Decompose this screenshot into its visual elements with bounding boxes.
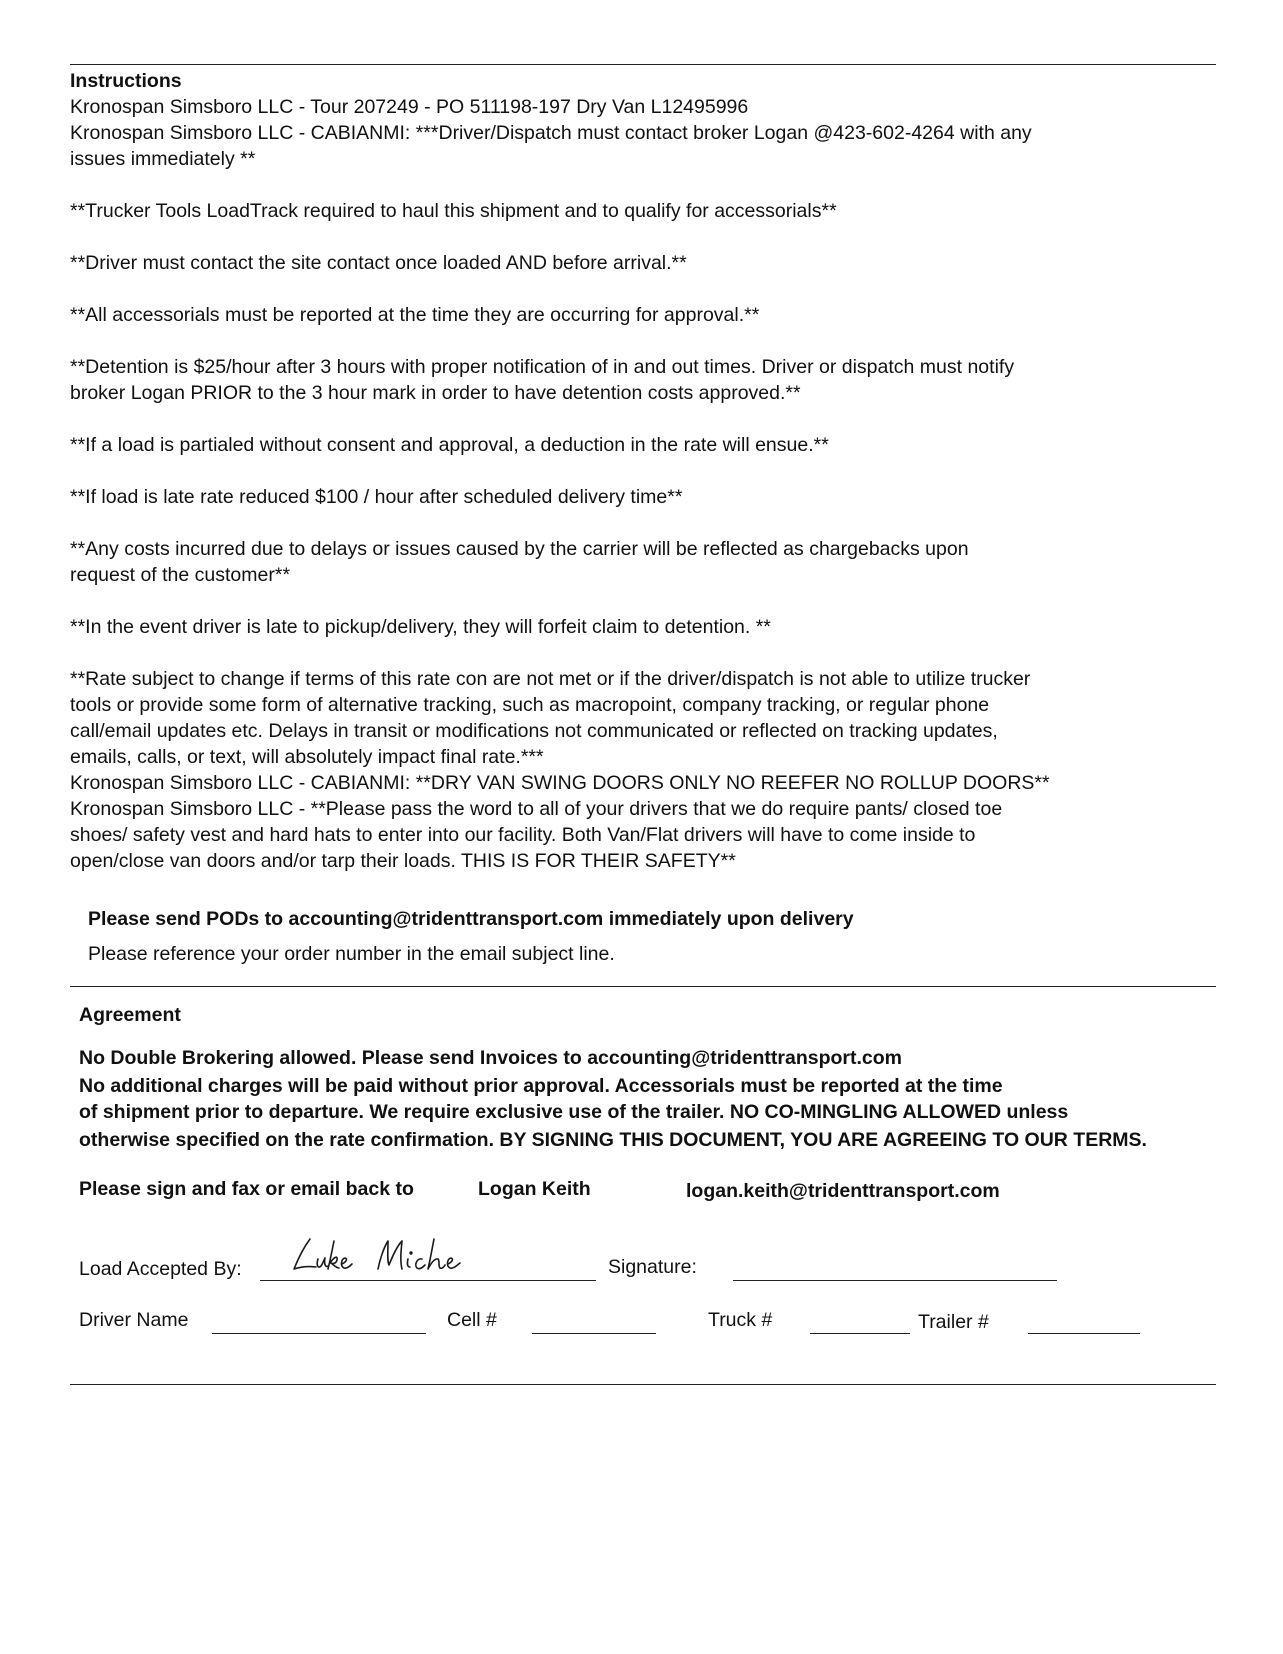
instruction-line: **Trucker Tools LoadTrack required to haul this shipment and to qualify for accessorials** bbox=[70, 200, 837, 222]
instruction-line: issues immediately ** bbox=[70, 148, 256, 170]
agreement-line: No Double Brokering allowed. Please send Invoices to accounting@tridenttransport.com bbox=[79, 1047, 902, 1069]
signature-label: Signature: bbox=[608, 1256, 697, 1278]
load-accepted-label: Load Accepted By: bbox=[79, 1258, 242, 1280]
signature-field[interactable] bbox=[733, 1280, 1057, 1281]
instruction-line: Kronospan Simsboro LLC - **Please pass the word to all of your drivers that we do require pants/ closed toe bbox=[70, 798, 1003, 820]
sign-instruction: Please sign and fax or email back to bbox=[79, 1178, 414, 1200]
instructions-heading: Instructions bbox=[70, 70, 182, 92]
agreement-line: No additional charges will be paid without prior approval. Accessorials must be reported at the time bbox=[79, 1075, 1003, 1097]
agreement-line: of shipment prior to departure. We require exclusive use of the trailer. NO CO-MINGLING ALLOWED unless bbox=[79, 1101, 1069, 1123]
bottom-rule bbox=[70, 1384, 1216, 1385]
contact-name: Logan Keith bbox=[478, 1178, 591, 1200]
instruction-line: tools or provide some form of alternative tracking, such as macropoint, company tracking, or regular phone bbox=[70, 694, 990, 716]
instruction-line: Kronospan Simsboro LLC - Tour 207249 - PO 511198-197 Dry Van L12495996 bbox=[70, 96, 749, 118]
driver-name-field[interactable] bbox=[212, 1333, 426, 1334]
instruction-line: **If a load is partialed without consent and approval, a deduction in the rate will ensue.** bbox=[70, 434, 829, 456]
instruction-line: **In the event driver is late to pickup/delivery, they will forfeit claim to detention. ** bbox=[70, 616, 771, 638]
cell-field[interactable] bbox=[532, 1333, 656, 1334]
driver-name-label: Driver Name bbox=[79, 1309, 189, 1331]
agreement-line: otherwise specified on the rate confirmation. BY SIGNING THIS DOCUMENT, YOU ARE AGREEING TO OUR TERMS. bbox=[79, 1129, 1147, 1151]
instruction-line: **If load is late rate reduced $100 / hour after scheduled delivery time** bbox=[70, 486, 683, 508]
instruction-line: emails, calls, or text, will absolutely impact final rate.*** bbox=[70, 746, 544, 768]
trailer-field[interactable] bbox=[1028, 1333, 1140, 1334]
section-rule bbox=[70, 986, 1216, 987]
instruction-line: **Any costs incurred due to delays or issues caused by the carrier will be reflected as chargebacks upon bbox=[70, 538, 969, 560]
instruction-line: call/email updates etc. Delays in transit or modifications not communicated or reflected on tracking updates, bbox=[70, 720, 998, 742]
instruction-line: **Rate subject to change if terms of this rate con are not met or if the driver/dispatch is not able to utilize trucker bbox=[70, 668, 1031, 690]
instruction-line: **Detention is $25/hour after 3 hours with proper notification of in and out times. Driver or dispatch must notify bbox=[70, 356, 1015, 378]
cell-label: Cell # bbox=[447, 1309, 497, 1331]
top-rule bbox=[70, 64, 1216, 65]
agreement-heading: Agreement bbox=[79, 1004, 181, 1026]
reference-notice: Please reference your order number in the email subject line. bbox=[88, 943, 615, 965]
instruction-line: open/close van doors and/or tarp their loads. THIS IS FOR THEIR SAFETY** bbox=[70, 850, 736, 872]
truck-label: Truck # bbox=[708, 1309, 773, 1331]
truck-field[interactable] bbox=[810, 1333, 910, 1334]
load-accepted-signature bbox=[290, 1233, 490, 1277]
instruction-line: broker Logan PRIOR to the 3 hour mark in order to have detention costs approved.** bbox=[70, 382, 801, 404]
instruction-line: **All accessorials must be reported at the time they are occurring for approval.** bbox=[70, 304, 760, 326]
instruction-line: **Driver must contact the site contact once loaded AND before arrival.** bbox=[70, 252, 687, 274]
instruction-line: Kronospan Simsboro LLC - CABIANMI: ***Driver/Dispatch must contact broker Logan @423-602-4264 with any bbox=[70, 122, 1032, 144]
instruction-line: request of the customer** bbox=[70, 564, 291, 586]
contact-email[interactable]: logan.keith@tridenttransport.com bbox=[686, 1180, 1000, 1202]
instruction-line: Kronospan Simsboro LLC - CABIANMI: **DRY VAN SWING DOORS ONLY NO REEFER NO ROLLUP DOORS** bbox=[70, 772, 1050, 794]
load-accepted-field[interactable] bbox=[260, 1280, 596, 1281]
trailer-label: Trailer # bbox=[918, 1311, 989, 1333]
instruction-line: shoes/ safety vest and hard hats to enter into our facility. Both Van/Flat drivers will have to come inside to bbox=[70, 824, 976, 846]
pod-notice: Please send PODs to accounting@tridenttransport.com immediately upon delivery bbox=[88, 908, 854, 930]
